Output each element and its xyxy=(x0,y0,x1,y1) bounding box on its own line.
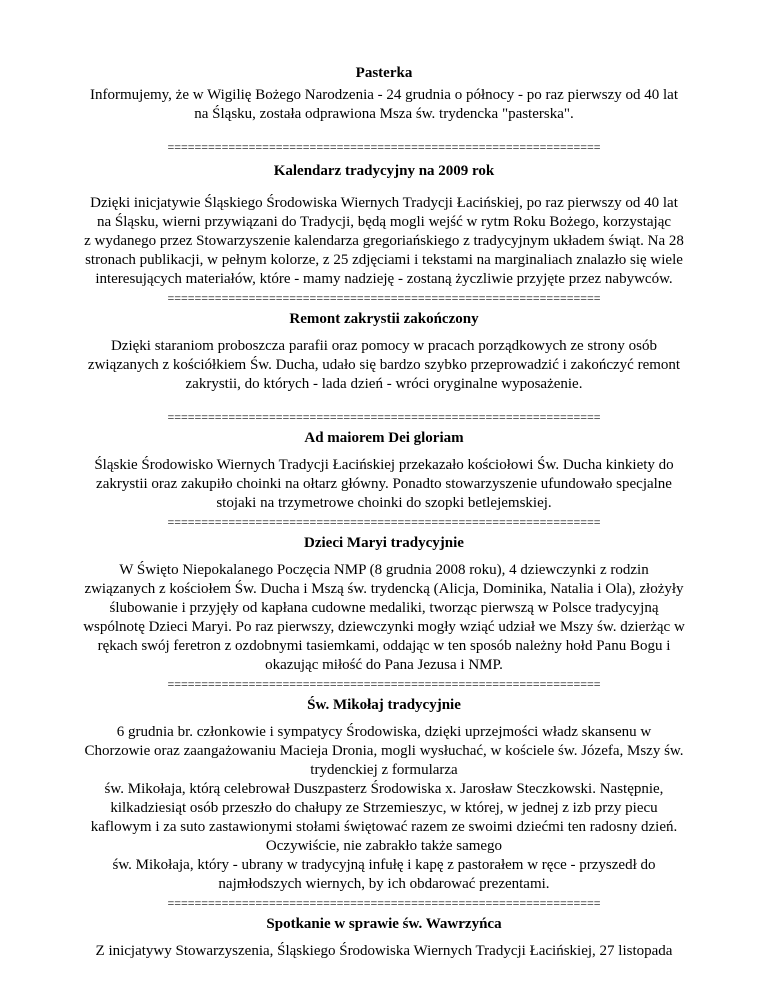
section-text xyxy=(60,561,708,675)
section-text xyxy=(60,723,708,894)
text-line: na Śląsku, została odprawiona Msza św. trydencka "pasterska". xyxy=(194,106,574,122)
text-line: ślubowanie i przyjęły od kapłana cudowne medaliki, tworząc pierwszą w Polsce tradycyjną xyxy=(109,600,659,616)
text-line: kaflowym i za suto zastawionymi stołami świętować razem ze swoimi dziećmi ten radosny dzień. xyxy=(90,819,678,835)
section-title: Spotkanie w sprawie św. Wawrzyńca xyxy=(266,916,502,932)
section-text xyxy=(60,337,708,394)
text-line: trydenckiej z formularza xyxy=(310,762,458,778)
separator: ================================================================ xyxy=(167,677,601,691)
section-pasterka xyxy=(60,64,708,124)
text-line: stojaki na trzymetrowe choinki do szopki betlejemskiej. xyxy=(216,495,552,511)
section-dzieci-maryi xyxy=(60,534,708,675)
text-line: zakrystii, do których - lada dzień - wróci oryginalne wyposażenie. xyxy=(185,376,583,392)
section-text xyxy=(60,942,708,961)
section-text xyxy=(60,86,708,124)
separator: ================================================================ xyxy=(167,410,601,424)
text-line: rękach swój feretron z ozdobnymi tasiemkami, oddając w ten sposób należny hołd Panu Bogu i xyxy=(97,638,671,654)
separator: ================================================================ xyxy=(167,291,601,305)
separator: ================================================================ xyxy=(167,140,601,154)
text-line: 6 grudnia br. członkowie i sympatycy Środowiska, dzięki uprzejmości władz skansenu w xyxy=(116,724,652,740)
text-line: kilkadziesiąt osób przeszło do chałupy ze Strzemieszyc, w której, w jednej z izb przy piecu xyxy=(110,800,658,816)
section-title: Remont zakrystii zakończony xyxy=(289,311,479,327)
text-line: okazując miłość do Pana Jezusa i NMP. xyxy=(265,657,503,673)
text-line: św. Mikołaja, którą celebrował Duszpasterz Środowiska x. Jarosław Steczkowski. Następnie, xyxy=(104,781,664,797)
text-line: najmłodszych wiernych, by ich obdarować prezentami. xyxy=(218,876,550,892)
section-text xyxy=(60,456,708,513)
text-line: zakrystii oraz zakupiło choinki na ołtarz główny. Ponadto stowarzyszenie ufundowało specjalne xyxy=(96,476,672,492)
text-line: Informujemy, że w Wigilię Bożego Narodzenia - 24 grudnia o północy - po raz pierwszy od 40 lat xyxy=(90,87,678,103)
text-line: Z inicjatywy Stowarzyszenia, Śląskiego Środowiska Wiernych Tradycji Łacińskiej, 27 listopada xyxy=(95,943,673,959)
text-line: św. Mikołaja, który - ubrany w tradycyjną infułę i kapę z pastorałem w ręce - przyszedł do xyxy=(112,857,656,873)
section-sw-mikolaj xyxy=(60,696,708,894)
section-title: Kalendarz tradycyjny na 2009 rok xyxy=(273,163,495,179)
text-line: związanych z kościółkiem Św. Ducha, udało się bardzo szybko przeprowadzić i zakończyć remont xyxy=(87,357,681,373)
text-line: Śląskie Środowisko Wiernych Tradycji Łacińskiej przekazało kościołowi Św. Ducha kinkiety do xyxy=(94,457,674,473)
section-text xyxy=(60,194,708,289)
text-line: na Śląsku, wierni przywiązani do Tradycji, będą mogli wejść w rytm Roku Bożego, korzystając xyxy=(96,214,672,230)
separator: ================================================================ xyxy=(167,515,601,529)
section-title: Pasterka xyxy=(355,65,413,81)
text-line: stronach publikacji, w pełnym kolorze, z 25 zdjęciami i tekstami na marginaliach znalazło się wiele xyxy=(85,252,683,268)
text-line: z wydanego przez Stowarzyszenie kalendarza gregoriańskiego z tradycyjnym układem świąt. Na 28 xyxy=(84,233,684,249)
section-ad-maiorem xyxy=(60,429,708,513)
text-line: Chorzowie oraz zaangażowaniu Macieja Dronia, mogli wysłuchać, w kościele św. Józefa, Mszy św. xyxy=(84,743,684,759)
text-line: Dzięki staraniom proboszcza parafii oraz pomocy w pracach porządkowych ze strony osób xyxy=(110,338,658,354)
section-kalendarz xyxy=(60,162,708,289)
section-title: Ad maiorem Dei gloriam xyxy=(304,430,464,446)
separator: ================================================================ xyxy=(167,896,601,910)
section-title: Dzieci Maryi tradycyjnie xyxy=(304,535,464,551)
text-line: Oczywiście, nie zabrakło także samego xyxy=(265,838,503,854)
text-line: Dzięki inicjatywie Śląskiego Środowiska Wiernych Tradycji Łacińskiej, po raz pierwszy od 40 lat xyxy=(90,195,678,211)
section-remont xyxy=(60,310,708,394)
text-line: interesujących materiałów, które - mamy nadzieję - zostaną życzliwie przyjęte przez nabywców. xyxy=(95,271,673,287)
section-spotkanie xyxy=(60,915,708,961)
text-line: wspólnotę Dzieci Maryi. Po raz pierwszy, dziewczynki mogły wziąć udział we Mszy św. dzierżąc w xyxy=(83,619,685,635)
document-body xyxy=(60,64,708,961)
text-line: W Święto Niepokalanego Poczęcia NMP (8 grudnia 2008 roku), 4 dziewczynki z rodzin xyxy=(119,562,649,578)
text-line: związanych z kościołem Św. Ducha i Mszą św. trydencką (Alicja, Dominika, Natalia i Ola), złożyły xyxy=(84,581,684,597)
section-title: Św. Mikołaj tradycyjnie xyxy=(307,697,461,713)
